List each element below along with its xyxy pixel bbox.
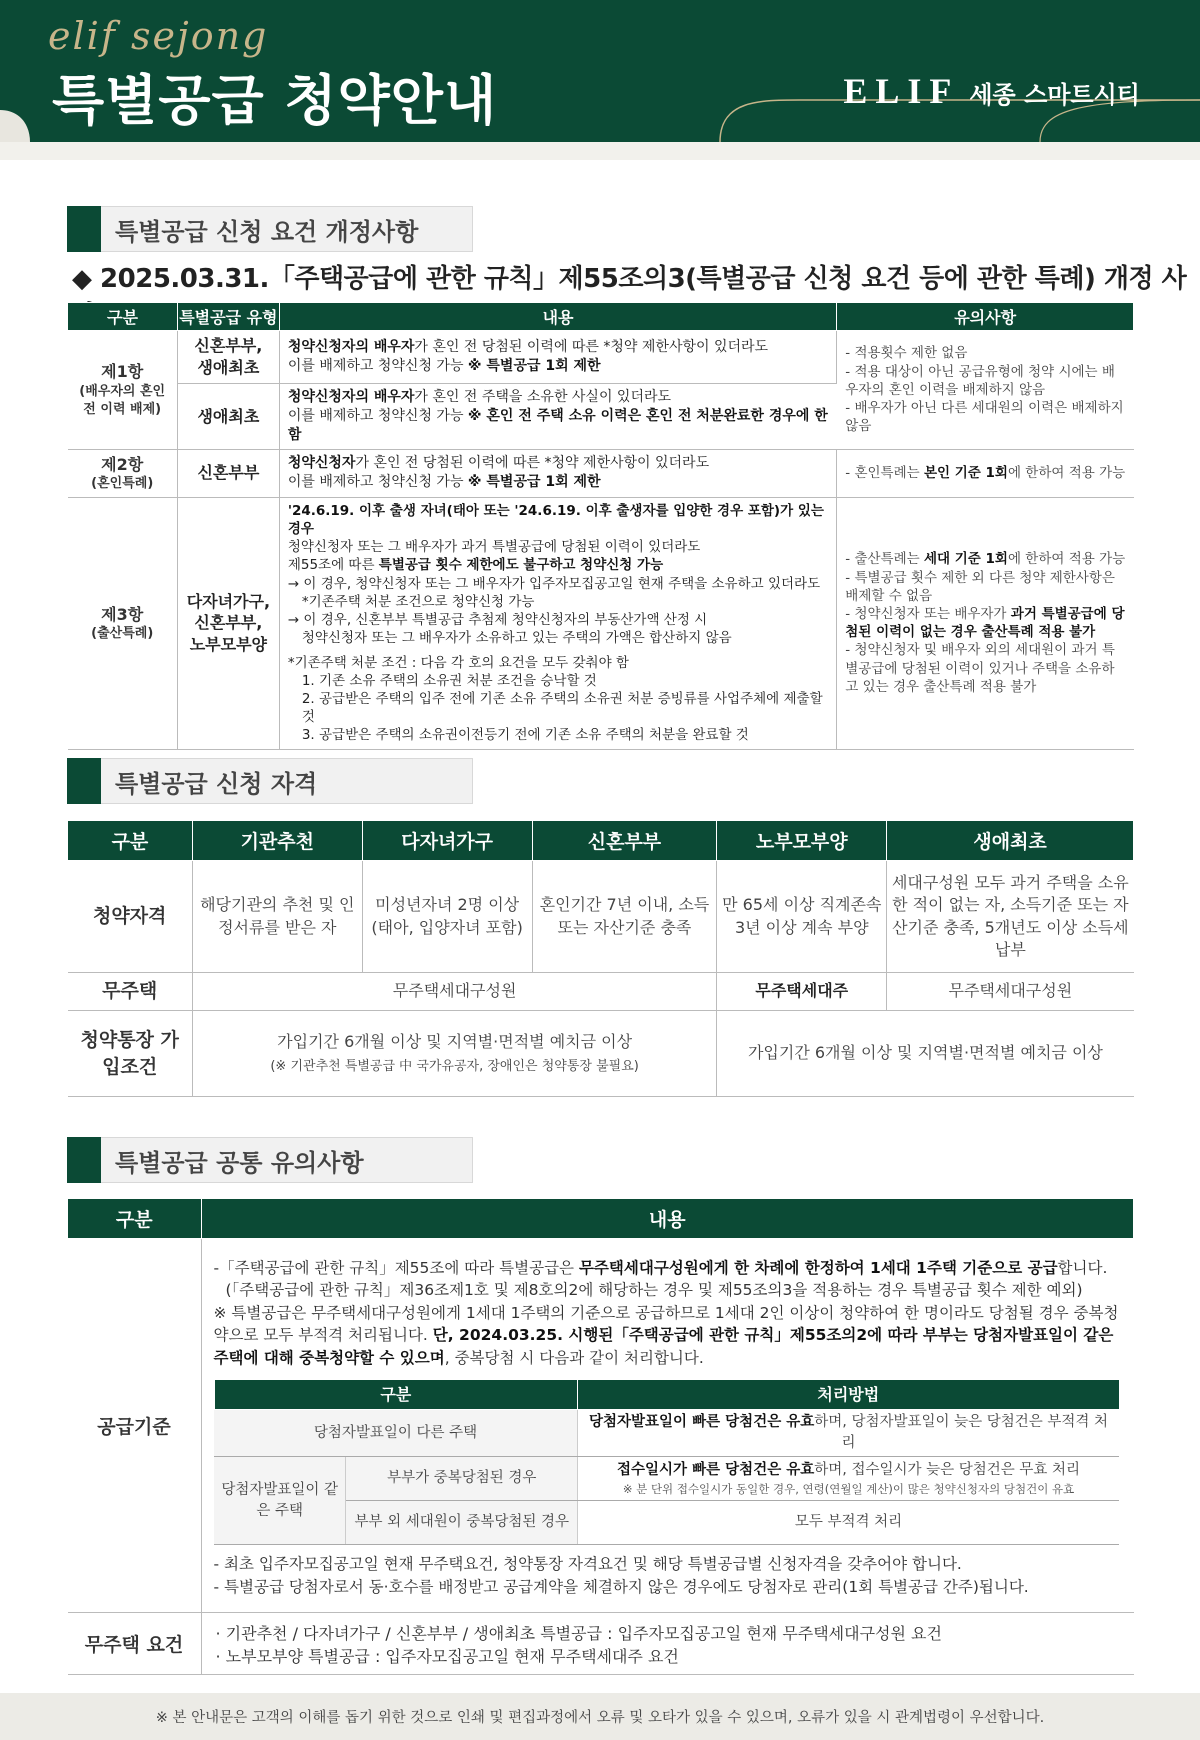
qualification-table	[67, 820, 1134, 1097]
table-row: 제1항 (배우자의 혼인 전 이력 배제) 신혼부부, 생애최초 청약신청자의 배우자가 혼인 전 당첨된 이력에 따른 *청약 제한사항이 있더라도 이를 배제하고 청약신청 가능 ※ 특별공급 1회 제한 - 적용횟수 제한 없음 - 적용 대상이 아닌 공급유형에 청약 시에는 배우자의 혼인 이력을 배제하지 않음 - 배우자가 아닌 다른 세대원의 이력은 배제하지 않음	[68, 331, 1134, 384]
section-heading-qualification: 특별공급 신청 자격	[67, 758, 473, 804]
brand-elif: ELIF	[843, 71, 960, 111]
brand-city: 세종 스마트시티	[969, 81, 1140, 109]
brand-logo	[843, 70, 1140, 112]
table-header-row: 구분 내용	[68, 1199, 1134, 1239]
table-row: 청약통장 가입조건 가입기간 6개월 이상 및 지역별·면적별 예치금 이상 (※ 기관추천 특별공급 中 국가유공자, 장애인은 청약통장 불필요) 가입기간 6개월 이상 및 지역별·면적별 예치금 이상	[68, 1011, 1134, 1097]
amendment-table	[67, 302, 1134, 750]
table-row: 제3항 (출산특례) 다자녀가구, 신혼부부, 노부모부양 '24.6.19. 이후 출생 자녀(태아 또는 '24.6.19. 이후 출생자를 입양한 경우 포함)가 있는 경우 청약신청자 또는 그 배우자가 과거 특별공급에 당첨된 이력이 있더라도 제55조에 따른 특별공급 횟수 제한에도 불구하고 청약신청 가능 → 이 경우, 청약신청자 또는 그 배우자가 입주자모집공고일 현재 주택을 소유하고 있더라도 *기존주택 처분 조건으로 청약신청 가능 → 이 경우, 신혼부부 특별공급 추첨제 청약신청자의 부동산가액 산정 시 청약신청자 또는 그 배우자가 소유하고 있는 주택의 가액은 합산하지 않음 *기존주택 처분 조건 : 다음 각 호의 요건을 모두 갖춰야 함 1. 기존 소유 주택의 소유권 처분 조건을 승낙할 것 2. 공급받은 주택의 입주 전에 기존 소유 주택의 소유권 처분 증빙류를 사업주체에 제출할 것 3. 공급받은 주택의 소유권이전등기 전에 기존 소유 주택의 처분을 완료할 것 - 출산특례는 세대 기준 1회에 한하여 적용 가능 - 특별공급 횟수 제한 외 다른 청약 제한사항은 배제할 수 없음 - 청약신청자 또는 배우자가 과거 특별공급에 당첨된 이력이 없는 경우 출산특례 적용 불가 - 청약신청자 및 배우자 외의 세대원이 과거 특별공급에 당첨된 이력이 있거나 주택을 소유하고 있는 경우 출산특례 적용 불가	[68, 497, 1134, 749]
row1-notes: - 적용횟수 제한 없음 - 적용 대상이 아닌 공급유형에 청약 시에는 배우자의 혼인 이력을 배제하지 않음 - 배우자가 아닌 다른 세대원의 이력은 배제하지 않음	[837, 331, 1134, 450]
table-row: 무주택 무주택세대구성원 무주택세대주 무주택세대구성원	[68, 973, 1134, 1011]
table-row: 제2항 (혼인특례) 신혼부부 청약신청자가 혼인 전 당첨된 이력에 따른 *청약 제한사항이 있더라도 이를 배제하고 청약신청 가능 ※ 특별공급 1회 제한 - 혼인특례는 본인 기준 1회에 한하여 적용 가능	[68, 449, 1134, 497]
duplicate-win-table: 구분 처리방법 당첨자발표일이 다른 주택 당첨자발표일이 빠른 당첨건은 유효하며, 당첨자발표일이 늦은 당첨건은 부적격 처리 당첨자발표일이 같은 주택 부부가 중복당첨된 경우 접수일시가 빠른 당첨건은 유효하며, 접수일시가 늦은 당첨건은 무효 처리 ※ 분 단위 접수일시가 동일한 경우, 연령(연월일 계산)이 많은 청약신청자의 당첨건이 유효 부부 외 세대원이 중복당첨된 경우 모두 부적격 처리	[214, 1379, 1120, 1545]
table-header-row: 구분 특별공급 유형 내용 유의사항	[68, 303, 1134, 331]
section-heading-notes: 특별공급 공통 유의사항	[67, 1137, 473, 1183]
script-logo: elif sejong	[48, 14, 269, 58]
table-row: 무주택 요건 · 기관추천 / 다자녀가구 / 신혼부부 / 생애최초 특별공급 : 입주자모집공고일 현재 무주택세대구성원 요건 · 노부모부양 특별공급 : 입주자모집공고일 현재 무주택세대주 요건	[68, 1613, 1134, 1675]
section-heading-requirements: 특별공급 신청 요건 개정사항	[67, 206, 473, 252]
footer-disclaimer: ※ 본 안내문은 고객의 이해를 돕기 위한 것으로 인쇄 및 편집과정에서 오류 및 오타가 있을 수 있으며, 오류가 있을 시 관계법령이 우선합니다.	[0, 1693, 1200, 1740]
table-row: 공급기준 -「주택공급에 관한 규칙」제55조에 따라 특별공급은 무주택세대구성원에게 한 차례에 한정하여 1세대 1주택 기준으로 공급합니다. (「주택공급에 관한 규칙」제36조제1호 및 제8호의2에 해당하는 경우 및 제55조의3을 적용하는 경우 특별공급 횟수 제한 예외) ※ 특별공급은 무주택세대구성원에게 1세대 1주택의 기준으로 공급하므로 1세대 2인 이상이 청약하여 한 명이라도 당첨될 경우 중복청약으로 모두 부적격 처리됩니다. 단, 2024.03.25. 시행된「주택공급에 관한 규칙」제55조의2에 따라 부부는 당첨자발표일이 같은 주택에 대해 중복청약할 수 있으며, 중복당첨 시 다음과 같이 처리합니다. 구분 처리방법 당첨자발표일이 다른 주택 당첨자발표일이 빠른 당첨건은 유효하며, 당첨자발표일이 늦은 당첨건은 부적격 처리 당첨자발표일이 같은 주택 부부가 중복당첨된 경우 접수일시가 빠른 당첨건은 유효하며, 접수일시가 늦은 당첨건은 무효 처리 ※ 분 단위 접수일시가 동일한 경우, 연령(연월일 계산)이 많은 청약신청자의 당첨건이 유효 부부 외 세대원이 중복당첨된 경우 모두 부적격 처리 - 최초 입주자모집공고일 현재 무주택요건, 청약통장 자격요건 및 해당 특별공급별 신청자격을 갖추어야 합니다. - 특별공급 당첨자로서 동·호수를 배정받고 공급계약을 체결하지 않은 경우에도 당첨자로 관리(1회 특별공급 간주)됩니다.	[68, 1239, 1134, 1613]
table-header-row: 구분 기관추천 다자녀가구 신혼부부 노부모부양 생애최초	[68, 821, 1134, 861]
amendment-subheading: ◆ 2025.03.31.「주택공급에 관한 규칙」제55조의3(특별공급 신청 요건 등에 관한 특례) 개정 사	[72, 264, 1187, 294]
header-strip	[0, 142, 1200, 160]
page-title: 특별공급 청약안내	[52, 69, 498, 132]
page-header	[0, 0, 1200, 142]
common-notes-table	[67, 1198, 1134, 1675]
table-row: 청약자격 해당기관의 추천 및 인정서류를 받은 자 미성년자녀 2명 이상 (태아, 입양자녀 포함) 혼인기간 7년 이내, 소득 또는 자산기준 충족 만 65세 이상 직계존속 3년 이상 계속 부양 세대구성원 모두 과거 주택을 소유한 적이 없는 자, 소득기준 또는 자산기준 충족, 5개년도 이상 소득세 납부	[68, 861, 1134, 973]
table-row: 생애최초 청약신청자의 배우자가 혼인 전 주택을 소유한 사실이 있더라도 이를 배제하고 청약신청 가능 ※ 혼인 전 주택 소유 이력은 혼인 전 처분완료한 경우에 한함	[68, 384, 1134, 450]
